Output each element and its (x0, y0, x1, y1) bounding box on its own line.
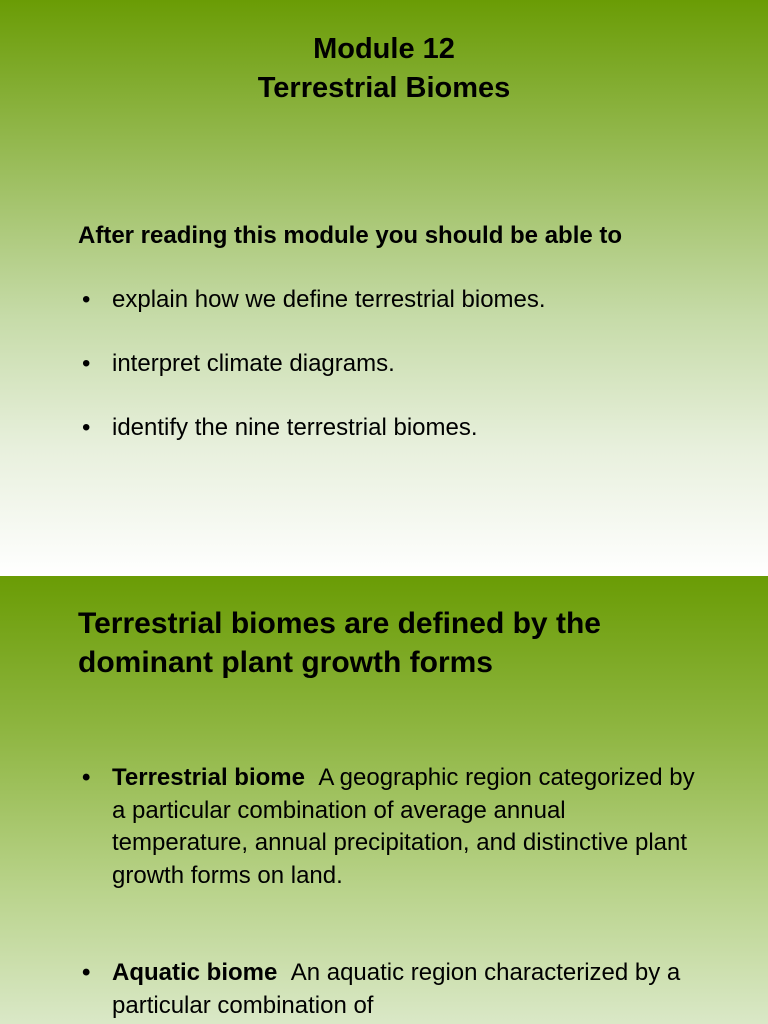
definition-item-terrestrial (82, 762, 702, 892)
bullet-icon: • (82, 764, 91, 791)
definition-text: A geographic region categorized by a particular combination of average annual temperature, annual precipitation, and distinctive plant growth forms on land. (112, 764, 695, 889)
bullet-icon: • (82, 959, 91, 986)
learning-objectives-intro: After reading this module you should be able to (78, 222, 623, 249)
definition-term: Terrestrial biome (112, 764, 305, 791)
bullet-icon: • (82, 350, 91, 377)
slide-title (0, 30, 768, 108)
definition-item-aquatic (82, 957, 702, 1022)
objective-text: interpret climate diagrams. (112, 350, 395, 377)
bullet-icon: • (82, 414, 91, 441)
title-line-2: Terrestrial Biomes (257, 72, 511, 104)
objective-text: identify the nine terrestrial biomes. (112, 414, 478, 441)
slide-biome-definitions (0, 576, 768, 1024)
slide-heading: Terrestrial biomes are defined by the dominant plant growth forms (78, 607, 601, 679)
definition-text: An aquatic region characterized by a particular combination of (112, 959, 681, 1019)
bullet-icon: • (82, 286, 91, 313)
objective-text: explain how we define terrestrial biomes. (112, 286, 546, 313)
definition-term: Aquatic biome (112, 959, 278, 986)
title-line-1: Module 12 (313, 33, 455, 65)
